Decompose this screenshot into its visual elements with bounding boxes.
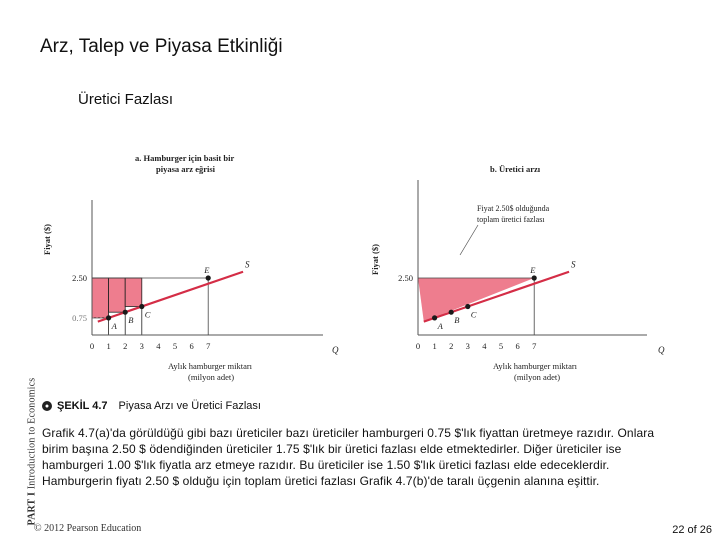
panel-a-supply-label: S xyxy=(245,259,250,270)
point-a xyxy=(432,315,437,320)
panel-b-x-desc-line1: Aylık hamburger miktarı xyxy=(493,361,578,371)
b-x-tick: 3 xyxy=(465,341,470,351)
b-x-tick: 4 xyxy=(482,341,487,351)
panel-b-annotation-line1: Fiyat 2.50$ olduğunda xyxy=(477,204,550,213)
point-label-c: C xyxy=(144,309,151,320)
point-label-e: E xyxy=(530,265,536,275)
panel-a-y-tick-075: 0.75 xyxy=(72,312,87,323)
panel-a-x-desc-line2: (milyon adet) xyxy=(188,372,235,382)
point-a xyxy=(106,315,111,320)
point-b xyxy=(123,310,128,315)
b-x-tick: 7 xyxy=(532,341,537,351)
panel-b-title: b. Üretici arzı xyxy=(490,164,541,174)
slide-page-number: 22 of 26 xyxy=(672,524,712,536)
b-x-tick: 5 xyxy=(498,341,504,351)
point-c xyxy=(139,304,144,309)
panel-b-supply-label: S xyxy=(571,259,576,270)
panel-a-surplus-bars xyxy=(92,278,142,335)
b-x-tick: 1 xyxy=(432,341,437,351)
supply-figures xyxy=(30,145,680,395)
a-x-tick: 5 xyxy=(172,341,178,351)
panel-a-title-line2: piyasa arz eğrisi xyxy=(156,164,216,174)
a-x-tick: 6 xyxy=(189,341,194,351)
panel-b-annotation-line2: toplam üretici fazlası xyxy=(477,215,545,224)
figure-caption xyxy=(42,400,261,412)
side-label-part: PART I xyxy=(26,491,38,526)
copyright-footer: © 2012 Pearson Education xyxy=(34,523,142,534)
side-label-text: Introduction to Economics xyxy=(26,377,38,490)
panel-b-x-ticks xyxy=(416,341,536,351)
a-x-tick: 3 xyxy=(139,341,144,351)
slide-title: Arz, Talep ve Piyasa Etkinliği xyxy=(40,36,283,57)
point-b xyxy=(449,310,454,315)
surplus-bar xyxy=(125,278,142,307)
point-label-e: E xyxy=(204,265,210,275)
b-x-tick: 6 xyxy=(515,341,520,351)
panel-a-x-ticks xyxy=(90,341,210,351)
panel-b xyxy=(370,164,665,382)
panel-b-x-desc-line2: (milyon adet) xyxy=(514,372,561,382)
point-label-b: B xyxy=(454,315,460,326)
panel-b-x-label: Q xyxy=(658,345,665,355)
panel-b-y-tick-250: 2.50 xyxy=(398,273,413,283)
panel-a-y-label: Fiyat ($) xyxy=(42,224,52,255)
figure-description: Grafik 4.7(a)'da görüldüğü gibi bazı üreticiler bazı üreticiler hamburgeri 0.75 $'lık fiyattan üretmeye razıdır. Onlara birim başına 2.50 $ ödendiğinden üreticiler 1.75 $'lık bir üretici fazlası elde etmektedirler. Diğer üreticiler ise hamburgeri 1.00 $'lık fiyatla arz etmeye razıdır. Bu üreticiler ise 1.50 $'lık üretici fazlası elde edeceklerdir. Hamburgerin fiyatı 2.50 $ olduğu için toplam üretici fazlası Grafik 4.7(b)'de taralı üçgenin alanına eşittir. xyxy=(42,426,655,488)
point-e xyxy=(206,275,211,280)
figure-caption-number: ŞEKİL 4.7 xyxy=(57,400,108,412)
panel-a-x-label: Q xyxy=(332,345,339,355)
point-c xyxy=(465,304,470,309)
a-x-tick: 4 xyxy=(156,341,161,351)
panel-a xyxy=(42,153,339,382)
slide-subtitle: Üretici Fazlası xyxy=(78,91,174,108)
figure-info-icon: ● xyxy=(42,401,52,411)
point-e xyxy=(532,275,537,280)
panel-a-x-desc-line1: Aylık hamburger miktarı xyxy=(168,361,253,371)
a-x-tick: 7 xyxy=(206,341,211,351)
a-x-tick: 0 xyxy=(89,341,95,351)
a-x-tick: 2 xyxy=(123,341,128,351)
panel-b-y-label: Fiyat ($) xyxy=(370,244,380,275)
point-label-c: C xyxy=(470,309,477,320)
panel-a-title-line1: a. Hamburger için basit bir xyxy=(135,153,235,163)
point-label-a: A xyxy=(437,320,443,331)
a-x-tick: 1 xyxy=(106,341,111,351)
panel-b-annotation-leader xyxy=(460,225,478,255)
point-label-b: B xyxy=(128,315,134,326)
surplus-bar xyxy=(109,278,126,312)
b-x-tick: 2 xyxy=(449,341,454,351)
figure-caption-text: Piyasa Arzı ve Üretici Fazlası xyxy=(118,400,261,412)
b-x-tick: 0 xyxy=(415,341,421,351)
point-label-a: A xyxy=(111,320,117,331)
surplus-bar xyxy=(92,278,109,318)
panel-a-y-tick-250: 2.50 xyxy=(72,273,87,283)
